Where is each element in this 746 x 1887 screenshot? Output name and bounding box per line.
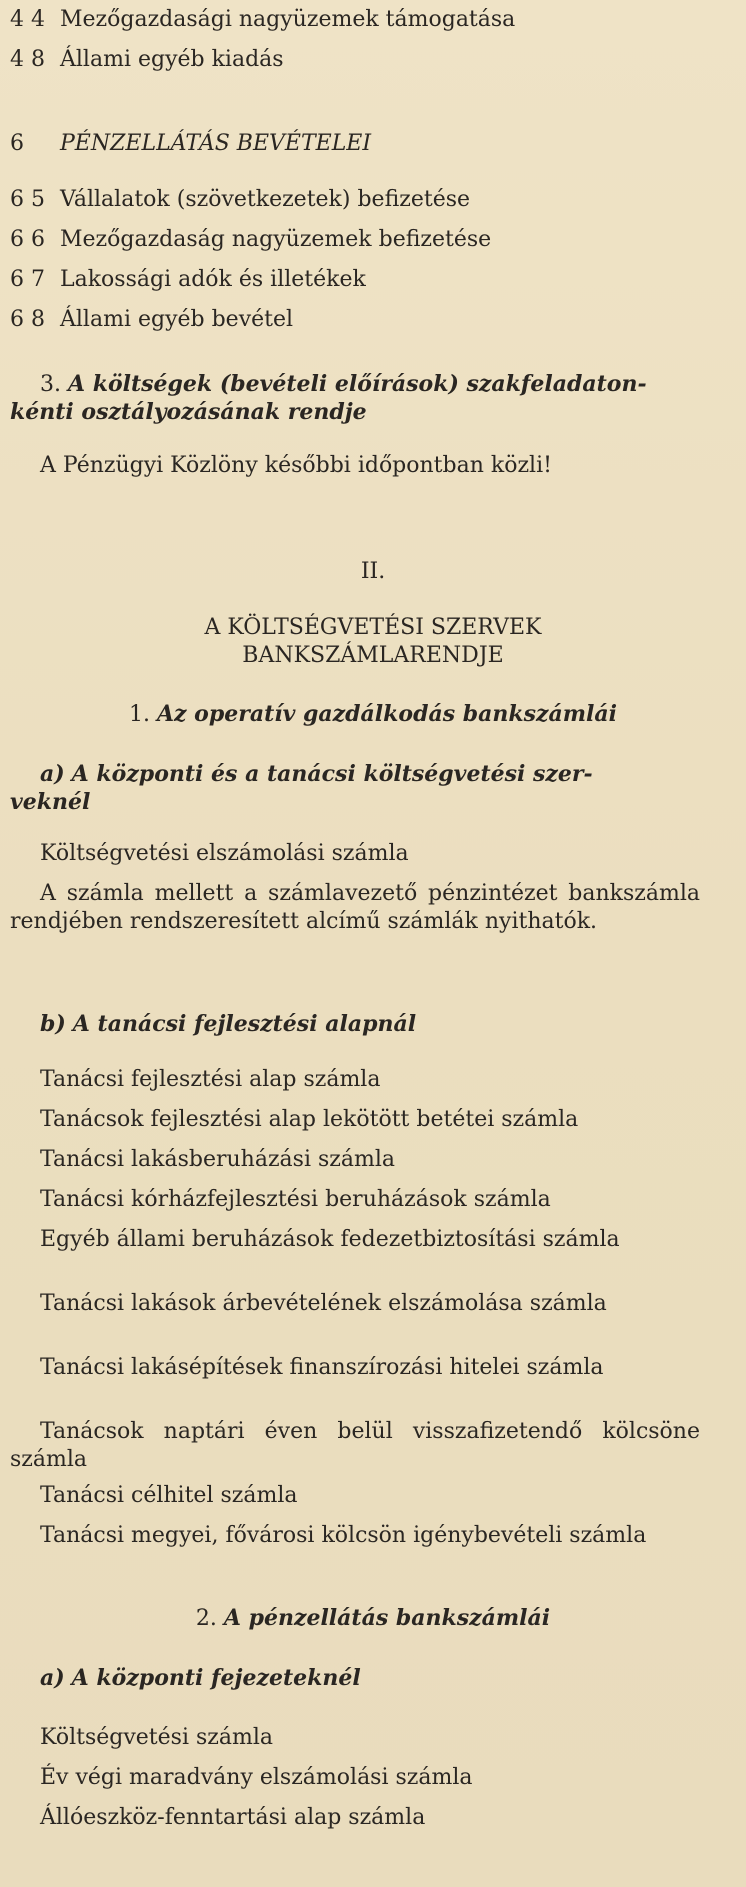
list-item	[10, 306, 293, 334]
section-title: PÉNZELLÁTÁS BEVÉTELEI	[60, 131, 372, 156]
account-item: Tanácsi lakásberuházási számla	[40, 1147, 396, 1172]
item-label: Lakossági adók és illetékek	[60, 267, 366, 292]
subsection-number: 3.	[40, 372, 61, 397]
account-item: Tanácsi megyei, fővárosi kölcsön igénybevételi számla	[40, 1523, 647, 1548]
subsection-title: A pénzellátás bankszámlái	[223, 1605, 551, 1631]
subsection-heading-continued	[10, 398, 367, 427]
item-code: 6 6	[10, 227, 45, 252]
account-item: Tanácsi kórházfejlesztési beruházások számla	[40, 1187, 551, 1212]
subsubsection-heading	[40, 1664, 361, 1693]
chapter-title-line2: BANKSZÁMLARENDJE	[242, 643, 504, 668]
item-code: 4 8	[10, 47, 45, 72]
account-item: Tanácsi lakásépítések finanszírozási hitelei számla	[40, 1355, 604, 1380]
subsubsection-heading	[40, 1010, 416, 1039]
subsection-title-line2: kénti osztályozásának rendje	[10, 399, 367, 425]
account-item: Költségvetési elszámolási számla	[40, 841, 409, 866]
subsection-number: 2.	[195, 1606, 217, 1631]
subsection-number: 1.	[128, 702, 150, 727]
account-item: Tanácsi célhitel számla	[40, 1483, 298, 1508]
chapter-title-line1: A KÖLTSÉGVETÉSI SZERVEK	[204, 615, 542, 640]
list-item	[10, 226, 491, 254]
subsubsection-title-line1: A központi és a tanácsi költségvetési szer-	[71, 761, 593, 787]
subsection-heading	[0, 700, 746, 729]
item-label: Állami egyéb kiadás	[60, 47, 284, 72]
paragraph: A számla mellett a számlavezető pénzintézet bankszámla rendjében rendszeresített alcímű számlák nyithatók.	[10, 881, 700, 934]
subsubsection-title: A tanácsi fejlesztési alapnál	[72, 1011, 417, 1037]
subsubsection-title: A központi fejezeteknél	[71, 1665, 361, 1691]
item-label: Állami egyéb bevétel	[60, 307, 294, 332]
subsubsection-letter: b)	[40, 1011, 66, 1037]
subsubsection-heading	[40, 760, 593, 789]
subsection-title-line1: A költségek (bevételi előírások) szakfeladaton-	[68, 371, 647, 397]
subsubsection-title-line2: veknél	[10, 789, 91, 815]
account-item: Költségvetési számla	[40, 1725, 273, 1750]
item-code: 6 8	[10, 307, 45, 332]
list-item	[10, 186, 470, 214]
item-code: 6 5	[10, 187, 45, 212]
account-item: Év végi maradvány elszámolási számla	[40, 1765, 473, 1790]
list-item	[10, 46, 284, 74]
chapter-number: II.	[360, 559, 386, 584]
section-heading	[10, 130, 371, 158]
item-code: 4 4	[10, 7, 45, 32]
account-item: Tanácsi fejlesztési alap számla	[40, 1067, 381, 1092]
subsection-heading	[0, 1604, 746, 1633]
subsubsection-letter: a)	[40, 761, 65, 787]
account-item: Egyéb állami beruházások fedezetbiztosítási számla	[40, 1227, 620, 1252]
item-label: Vállalatok (szövetkezetek) befizetése	[60, 187, 471, 212]
subsubsection-heading-continued	[10, 788, 90, 817]
paragraph: A Pénzügyi Közlöny későbbi időpontban közli!	[40, 453, 552, 478]
subsection-title: Az operatív gazdálkodás bankszámlái	[156, 701, 618, 727]
subsubsection-letter: a)	[40, 1665, 65, 1691]
subsection-heading	[40, 370, 647, 399]
account-item: Tanácsok naptári éven belül visszafizetendő kölcsöne számla	[10, 1419, 700, 1472]
item-label: Mezőgazdasági nagyüzemek támogatása	[60, 7, 516, 32]
list-item	[10, 266, 366, 294]
account-item: Állóeszköz-fenntartási alap számla	[40, 1805, 426, 1830]
item-label: Mezőgazdaság nagyüzemek befizetése	[60, 227, 492, 252]
section-code: 6	[10, 131, 24, 156]
account-item: Tanácsi lakások árbevételének elszámolása számla	[40, 1291, 607, 1316]
list-item	[10, 6, 515, 34]
account-item: Tanácsok fejlesztési alap lekötött betétei számla	[40, 1107, 579, 1132]
item-code: 6 7	[10, 267, 45, 292]
